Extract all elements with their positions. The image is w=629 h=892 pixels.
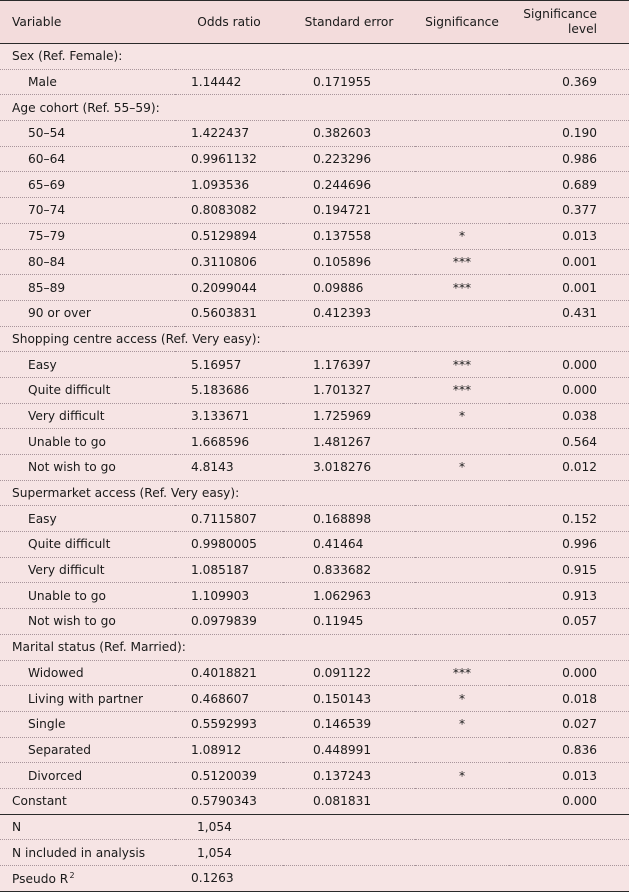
variable-cell: 60–64 <box>0 146 175 172</box>
significance-cell <box>415 429 509 455</box>
table-row <box>0 763 629 789</box>
header-significance: Significance <box>415 1 509 44</box>
standard-error-cell: 1.481267 <box>283 429 415 455</box>
table-row <box>0 300 629 326</box>
n-value: 1,054 <box>175 814 283 840</box>
significance-cell: * <box>415 403 509 429</box>
odds-ratio-cell: 1.14442 <box>175 69 283 95</box>
significance-level-cell: 0.915 <box>509 557 629 583</box>
variable-cell: Quite difficult <box>0 377 175 403</box>
odds-ratio-cell: 1.08912 <box>175 737 283 763</box>
odds-ratio-cell: 0.5790343 <box>175 788 283 814</box>
significance-level-cell: 0.377 <box>509 198 629 224</box>
significance-cell <box>415 506 509 532</box>
variable-cell: Unable to go <box>0 429 175 455</box>
group-row <box>0 480 629 506</box>
significance-level-cell: 0.027 <box>509 711 629 737</box>
odds-ratio-cell: 0.5129894 <box>175 223 283 249</box>
variable-cell: Constant <box>0 788 175 814</box>
standard-error-cell: 0.194721 <box>283 198 415 224</box>
standard-error-cell: 0.382603 <box>283 121 415 147</box>
significance-level-cell: 0.913 <box>509 583 629 609</box>
odds-ratio-cell: 0.468607 <box>175 686 283 712</box>
group-row <box>0 634 629 660</box>
significance-cell <box>415 583 509 609</box>
standard-error-cell: 0.223296 <box>283 146 415 172</box>
header-odds-ratio: Odds ratio <box>175 1 283 44</box>
variable-cell: Divorced <box>0 763 175 789</box>
significance-level-cell: 0.564 <box>509 429 629 455</box>
variable-cell: Easy <box>0 352 175 378</box>
header-standard-error: Standard error <box>283 1 415 44</box>
variable-cell: Quite difficult <box>0 532 175 558</box>
significance-level-cell: 0.018 <box>509 686 629 712</box>
variable-cell: Very difficult <box>0 403 175 429</box>
significance-level-cell: 0.689 <box>509 172 629 198</box>
significance-level-cell: 0.000 <box>509 660 629 686</box>
group-label: Shopping centre access (Ref. Very easy): <box>0 326 629 352</box>
table-row <box>0 69 629 95</box>
variable-cell: Single <box>0 711 175 737</box>
standard-error-cell: 1.062963 <box>283 583 415 609</box>
odds-ratio-cell: 0.5120039 <box>175 763 283 789</box>
odds-ratio-cell: 0.4018821 <box>175 660 283 686</box>
table-row <box>0 429 629 455</box>
odds-ratio-cell: 0.2099044 <box>175 275 283 301</box>
variable-cell: Living with partner <box>0 686 175 712</box>
odds-ratio-cell: 1.422437 <box>175 121 283 147</box>
significance-cell: *** <box>415 352 509 378</box>
significance-level-cell: 0.000 <box>509 352 629 378</box>
significance-cell: * <box>415 223 509 249</box>
standard-error-cell: 0.146539 <box>283 711 415 737</box>
odds-ratio-cell: 1.109903 <box>175 583 283 609</box>
odds-ratio-cell: 0.5592993 <box>175 711 283 737</box>
table-row <box>0 198 629 224</box>
odds-ratio-cell: 0.9980005 <box>175 532 283 558</box>
table-row <box>0 660 629 686</box>
odds-ratio-cell: 4.8143 <box>175 455 283 481</box>
standard-error-cell: 0.137558 <box>283 223 415 249</box>
header-row <box>0 1 629 44</box>
significance-cell <box>415 609 509 635</box>
significance-cell <box>415 737 509 763</box>
odds-ratio-cell: 1.085187 <box>175 557 283 583</box>
group-label: Sex (Ref. Female): <box>0 44 629 70</box>
significance-cell <box>415 557 509 583</box>
variable-cell: Separated <box>0 737 175 763</box>
significance-cell <box>415 532 509 558</box>
variable-cell: 85–89 <box>0 275 175 301</box>
odds-ratio-cell: 5.16957 <box>175 352 283 378</box>
standard-error-cell: 0.448991 <box>283 737 415 763</box>
variable-cell: 50–54 <box>0 121 175 147</box>
n-included-label: N included in analysis <box>0 840 175 866</box>
standard-error-cell: 0.244696 <box>283 172 415 198</box>
significance-level-cell: 0.000 <box>509 788 629 814</box>
significance-cell <box>415 198 509 224</box>
standard-error-cell: 0.412393 <box>283 300 415 326</box>
odds-ratio-cell: 3.133671 <box>175 403 283 429</box>
table-row <box>0 711 629 737</box>
table-row <box>0 146 629 172</box>
table-footer <box>0 814 629 891</box>
variable-cell: Unable to go <box>0 583 175 609</box>
variable-cell: Very difficult <box>0 557 175 583</box>
table-row <box>0 506 629 532</box>
table-row <box>0 403 629 429</box>
significance-level-cell: 0.013 <box>509 223 629 249</box>
standard-error-cell: 0.168898 <box>283 506 415 532</box>
variable-cell: Easy <box>0 506 175 532</box>
significance-cell <box>415 69 509 95</box>
odds-ratio-cell: 0.5603831 <box>175 300 283 326</box>
significance-level-cell: 0.013 <box>509 763 629 789</box>
standard-error-cell: 0.105896 <box>283 249 415 275</box>
variable-cell: Not wish to go <box>0 609 175 635</box>
odds-ratio-cell: 1.668596 <box>175 429 283 455</box>
variable-cell: 90 or over <box>0 300 175 326</box>
group-label: Supermarket access (Ref. Very easy): <box>0 480 629 506</box>
pseudo-r2-value: 0.1263 <box>175 866 283 892</box>
significance-cell <box>415 172 509 198</box>
table-row <box>0 532 629 558</box>
significance-level-cell: 0.001 <box>509 275 629 301</box>
group-row <box>0 95 629 121</box>
variable-cell: Widowed <box>0 660 175 686</box>
group-row <box>0 326 629 352</box>
table-row <box>0 377 629 403</box>
variable-cell: 65–69 <box>0 172 175 198</box>
significance-cell: * <box>415 686 509 712</box>
header-variable: Variable <box>0 1 175 44</box>
standard-error-cell: 0.833682 <box>283 557 415 583</box>
header-significance-level: Significance level <box>509 1 629 44</box>
n-included-value: 1,054 <box>175 840 283 866</box>
significance-cell <box>415 300 509 326</box>
table-row <box>0 352 629 378</box>
table-row <box>0 609 629 635</box>
significance-cell: *** <box>415 275 509 301</box>
significance-cell: * <box>415 763 509 789</box>
table-row <box>0 583 629 609</box>
significance-level-cell: 0.369 <box>509 69 629 95</box>
standard-error-cell: 0.41464 <box>283 532 415 558</box>
table-row <box>0 275 629 301</box>
significance-level-cell: 0.986 <box>509 146 629 172</box>
odds-ratio-cell: 0.3110806 <box>175 249 283 275</box>
significance-cell: *** <box>415 377 509 403</box>
table-body <box>0 44 629 815</box>
odds-ratio-cell: 0.8083082 <box>175 198 283 224</box>
table-row <box>0 737 629 763</box>
significance-cell: * <box>415 455 509 481</box>
significance-level-cell: 0.152 <box>509 506 629 532</box>
standard-error-cell: 0.11945 <box>283 609 415 635</box>
significance-cell <box>415 788 509 814</box>
significance-cell: *** <box>415 660 509 686</box>
odds-ratio-cell: 0.0979839 <box>175 609 283 635</box>
table-row <box>0 455 629 481</box>
significance-level-cell: 0.431 <box>509 300 629 326</box>
standard-error-cell: 0.081831 <box>283 788 415 814</box>
table-row <box>0 249 629 275</box>
significance-level-cell: 0.836 <box>509 737 629 763</box>
table-row <box>0 686 629 712</box>
variable-cell: Male <box>0 69 175 95</box>
variable-cell: 80–84 <box>0 249 175 275</box>
group-label: Marital status (Ref. Married): <box>0 634 629 660</box>
significance-cell <box>415 121 509 147</box>
odds-ratio-cell: 1.093536 <box>175 172 283 198</box>
significance-level-cell: 0.000 <box>509 377 629 403</box>
table-row <box>0 557 629 583</box>
significance-level-cell: 0.996 <box>509 532 629 558</box>
significance-level-cell: 0.057 <box>509 609 629 635</box>
odds-ratio-cell: 0.9961132 <box>175 146 283 172</box>
variable-cell: 70–74 <box>0 198 175 224</box>
standard-error-cell: 0.150143 <box>283 686 415 712</box>
odds-ratio-cell: 0.7115807 <box>175 506 283 532</box>
n-included-row <box>0 840 629 866</box>
variable-cell: 75–79 <box>0 223 175 249</box>
n-row <box>0 814 629 840</box>
standard-error-cell: 1.176397 <box>283 352 415 378</box>
group-row <box>0 44 629 70</box>
pseudo-r2-label: Pseudo R $^2$ <box>0 866 175 892</box>
table-row <box>0 121 629 147</box>
standard-error-cell: 0.091122 <box>283 660 415 686</box>
standard-error-cell: 0.137243 <box>283 763 415 789</box>
standard-error-cell: 1.725969 <box>283 403 415 429</box>
group-label: Age cohort (Ref. 55–59): <box>0 95 629 121</box>
significance-cell: *** <box>415 249 509 275</box>
standard-error-cell: 0.09886 <box>283 275 415 301</box>
variable-cell: Not wish to go <box>0 455 175 481</box>
standard-error-cell: 0.171955 <box>283 69 415 95</box>
table-row <box>0 788 629 814</box>
n-label: N <box>0 814 175 840</box>
significance-level-cell: 0.038 <box>509 403 629 429</box>
pseudo-r2-row <box>0 866 629 892</box>
table-row <box>0 223 629 249</box>
significance-level-cell: 0.012 <box>509 455 629 481</box>
standard-error-cell: 3.018276 <box>283 455 415 481</box>
significance-level-cell: 0.001 <box>509 249 629 275</box>
odds-ratio-cell: 5.183686 <box>175 377 283 403</box>
significance-cell: * <box>415 711 509 737</box>
significance-level-cell: 0.190 <box>509 121 629 147</box>
table-row <box>0 172 629 198</box>
standard-error-cell: 1.701327 <box>283 377 415 403</box>
significance-cell <box>415 146 509 172</box>
